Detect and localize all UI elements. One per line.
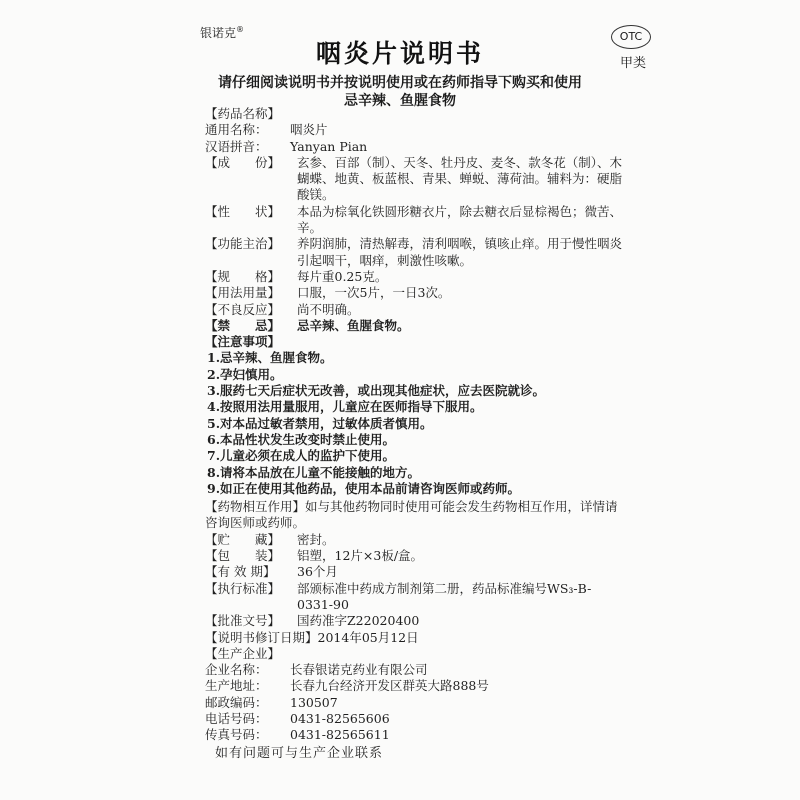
dosage-value: 口服，一次5片，一日3次。 bbox=[297, 285, 451, 301]
fax-label: 传真号码： bbox=[205, 727, 268, 743]
phone-row bbox=[205, 711, 625, 727]
address-label: 生产地址： bbox=[205, 678, 268, 694]
drug-name-header: 【药品名称】 bbox=[205, 106, 281, 121]
storage-label: 【贮 藏】 bbox=[205, 531, 281, 547]
precaution-item: 2.孕妇慎用。 bbox=[207, 366, 283, 382]
standard-row bbox=[205, 581, 625, 614]
phone-value: 0431-82565606 bbox=[290, 710, 390, 726]
contraindications-row bbox=[205, 318, 625, 334]
manufacturer-header: 【生产企业】 bbox=[205, 645, 281, 661]
precaution-item: 9.如正在使用其他药品，使用本品前请咨询医师或药师。 bbox=[207, 480, 521, 496]
validity-value: 36个月 bbox=[297, 564, 338, 580]
precaution-item: 5.对本品过敏者禁用，过敏体质者慎用。 bbox=[207, 415, 433, 431]
address-row bbox=[205, 678, 625, 694]
generic-name-label: 通用名称： bbox=[205, 122, 268, 138]
leaflet-content bbox=[205, 106, 625, 762]
storage-value: 密封。 bbox=[297, 531, 335, 547]
precaution-item: 1.忌辛辣、鱼腥食物。 bbox=[207, 350, 333, 366]
phone-label: 电话号码： bbox=[205, 710, 268, 726]
avoid-food-notice: 忌辛辣、鱼腥食物 bbox=[344, 93, 456, 109]
standard-label: 【执行标准】 bbox=[205, 580, 281, 596]
revision-label: 【说明书修订日期】 bbox=[205, 629, 318, 645]
ingredients-value: 玄参、百部（制）、天冬、牡丹皮、麦冬、款冬花（制）、木蝴蝶、地黄、板蓝根、青果、蝉蜕、薄荷油。辅料为：硬脂酸镁。 bbox=[297, 154, 623, 203]
precautions-header: 【注意事项】 bbox=[205, 334, 281, 350]
adverse-row bbox=[205, 302, 625, 318]
spec-label: 【规 格】 bbox=[205, 268, 281, 284]
otc-badge: OTC bbox=[611, 25, 651, 49]
storage-row bbox=[205, 532, 625, 548]
generic-name-value: 咽炎片 bbox=[290, 122, 328, 138]
company-label: 企业名称： bbox=[205, 662, 268, 678]
company-row bbox=[205, 662, 625, 678]
indications-row bbox=[205, 236, 625, 269]
fax-row bbox=[205, 727, 625, 743]
brand-name: 银诺克 bbox=[200, 26, 237, 40]
dosage-label: 【用法用量】 bbox=[205, 285, 281, 301]
address-value: 长春九台经济开发区群英大路888号 bbox=[290, 678, 489, 694]
precaution-item: 3.服药七天后症状无改善，或出现其他症状，应去医院就诊。 bbox=[207, 383, 546, 399]
fax-value: 0431-82565611 bbox=[290, 727, 390, 743]
properties-row bbox=[205, 204, 625, 237]
precaution-item: 4.按照用法用量服用，儿童应在医师指导下服用。 bbox=[207, 399, 483, 415]
postcode-row bbox=[205, 695, 625, 711]
validity-row bbox=[205, 564, 625, 580]
postcode-value: 130507 bbox=[290, 694, 338, 710]
precaution-item: 8.请将本品放在儿童不能接触的地方。 bbox=[207, 464, 421, 480]
approval-label: 【批准文号】 bbox=[205, 613, 281, 629]
spec-value: 每片重0.25克。 bbox=[297, 268, 388, 284]
company-value: 长春银诺克药业有限公司 bbox=[290, 662, 428, 678]
precaution-item: 7.儿童必须在成人的监护下使用。 bbox=[207, 448, 396, 464]
properties-label: 【性 状】 bbox=[205, 203, 281, 219]
ingredients-label: 【成 份】 bbox=[205, 154, 281, 170]
revision-value: 2014年05月12日 bbox=[317, 629, 419, 645]
package-label: 【包 装】 bbox=[205, 548, 281, 564]
contraindications-value: 忌辛辣、鱼腥食物。 bbox=[297, 317, 410, 333]
adverse-label: 【不良反应】 bbox=[205, 301, 281, 317]
interactions-label: 【药物相互作用】 bbox=[205, 499, 306, 515]
interactions-value: 如与其他药物同时使用可能会发生药物相互作用，详情请咨询医师或药师。 bbox=[205, 499, 618, 531]
validity-label: 【有 效 期】 bbox=[205, 564, 276, 580]
document-title: 咽炎片说明书 bbox=[315, 39, 484, 68]
dosage-row bbox=[205, 285, 625, 301]
adverse-value: 尚不明确。 bbox=[297, 301, 360, 317]
contraindications-label: 【禁 忌】 bbox=[205, 317, 281, 333]
postcode-label: 邮政编码： bbox=[205, 694, 268, 710]
otc-category: 甲类 bbox=[620, 56, 647, 71]
spec-row bbox=[205, 269, 625, 285]
generic-name-row bbox=[205, 122, 625, 138]
usage-warning: 请仔细阅读说明书并按说明使用或在药师指导下购买和使用 bbox=[218, 75, 582, 91]
package-value: 铝塑，12片×3板/盒。 bbox=[297, 548, 424, 564]
interactions-block bbox=[205, 499, 625, 532]
registered-mark: ® bbox=[236, 25, 245, 34]
package-row bbox=[205, 548, 625, 564]
indications-label: 【功能主治】 bbox=[205, 236, 281, 252]
indications-value: 养阴润肺，清热解毒，清利咽喉，镇咳止痒。用于慢性咽炎引起咽干，咽痒，刺激性咳嗽。 bbox=[297, 236, 623, 268]
pinyin-label: 汉语拼音： bbox=[205, 138, 268, 154]
contact-notice: 如有问题可与生产企业联系 bbox=[215, 745, 384, 761]
standard-value: 部颁标准中药成方制剂第二册，药品标准编号WS₃-B-0331-90 bbox=[297, 580, 592, 612]
revision-row bbox=[205, 630, 625, 646]
pinyin-value: Yanyan Pian bbox=[290, 138, 368, 154]
precaution-item: 6.本品性状发生改变时禁止使用。 bbox=[207, 431, 396, 447]
properties-value: 本品为棕氧化铁圆形糖衣片，除去糖衣后显棕褐色；微苦、辛。 bbox=[297, 203, 623, 236]
ingredients-row bbox=[205, 155, 625, 204]
approval-row bbox=[205, 613, 625, 629]
pinyin-row bbox=[205, 139, 625, 155]
approval-value: 国药准字Z22020400 bbox=[297, 613, 420, 629]
